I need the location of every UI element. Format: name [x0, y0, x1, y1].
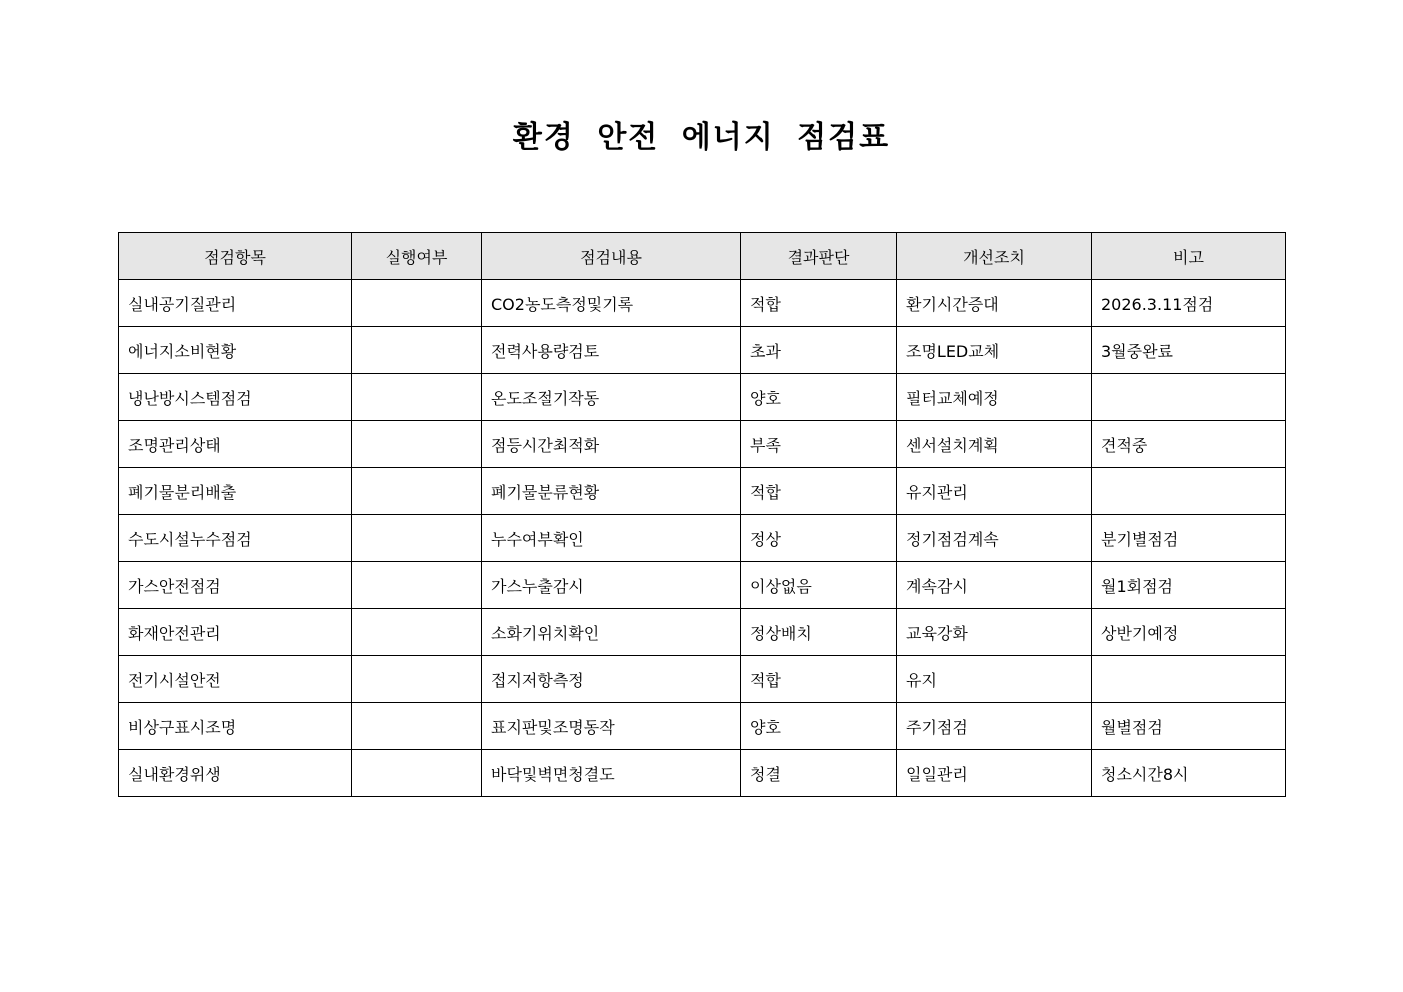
- cell-result: 양호: [741, 703, 897, 750]
- table-row: [119, 468, 1286, 515]
- cell-remarks: [1092, 468, 1286, 515]
- cell-remarks: 견적중: [1092, 421, 1286, 468]
- cell-inspection-content: 가스누출감시: [482, 562, 741, 609]
- cell-remarks: [1092, 656, 1286, 703]
- table-row: [119, 562, 1286, 609]
- cell-improvement-action: 일일관리: [897, 750, 1092, 797]
- cell-inspection-item: 전기시설안전: [119, 656, 352, 703]
- cell-inspection-content: CO2농도측정및기록: [482, 280, 741, 327]
- table-header-row: [119, 233, 1286, 280]
- cell-execution-status: [352, 750, 482, 797]
- cell-execution-status: [352, 280, 482, 327]
- table-row: [119, 656, 1286, 703]
- cell-inspection-item: 냉난방시스템점검: [119, 374, 352, 421]
- cell-remarks: 청소시간8시: [1092, 750, 1286, 797]
- cell-execution-status: [352, 562, 482, 609]
- cell-execution-status: [352, 421, 482, 468]
- cell-execution-status: [352, 374, 482, 421]
- cell-remarks: 분기별점검: [1092, 515, 1286, 562]
- cell-remarks: 상반기예정: [1092, 609, 1286, 656]
- cell-result: 양호: [741, 374, 897, 421]
- table-row: [119, 374, 1286, 421]
- cell-inspection-content: 접지저항측정: [482, 656, 741, 703]
- cell-improvement-action: 교육강화: [897, 609, 1092, 656]
- cell-execution-status: [352, 703, 482, 750]
- cell-improvement-action: 주기점검: [897, 703, 1092, 750]
- cell-improvement-action: 유지: [897, 656, 1092, 703]
- cell-result: 부족: [741, 421, 897, 468]
- table-row: [119, 703, 1286, 750]
- table-row: [119, 421, 1286, 468]
- cell-execution-status: [352, 656, 482, 703]
- cell-improvement-action: 계속감시: [897, 562, 1092, 609]
- cell-improvement-action: 필터교체예정: [897, 374, 1092, 421]
- cell-execution-status: [352, 327, 482, 374]
- header-execution-status: 실행여부: [352, 233, 482, 280]
- cell-remarks: 2026.3.11점검: [1092, 280, 1286, 327]
- cell-result: 정상배치: [741, 609, 897, 656]
- cell-result: 적합: [741, 656, 897, 703]
- table-row: [119, 750, 1286, 797]
- table-row: [119, 327, 1286, 374]
- cell-inspection-content: 누수여부확인: [482, 515, 741, 562]
- cell-inspection-content: 점등시간최적화: [482, 421, 741, 468]
- cell-improvement-action: 유지관리: [897, 468, 1092, 515]
- cell-remarks: [1092, 374, 1286, 421]
- cell-inspection-item: 가스안전점검: [119, 562, 352, 609]
- cell-inspection-content: 표지판및조명동작: [482, 703, 741, 750]
- table-row: [119, 515, 1286, 562]
- cell-result: 청결: [741, 750, 897, 797]
- cell-execution-status: [352, 609, 482, 656]
- header-inspection-item: 점검항목: [119, 233, 352, 280]
- cell-inspection-item: 화재안전관리: [119, 609, 352, 656]
- cell-remarks: 3월중완료: [1092, 327, 1286, 374]
- cell-inspection-item: 수도시설누수점검: [119, 515, 352, 562]
- cell-inspection-item: 폐기물분리배출: [119, 468, 352, 515]
- cell-result: 적합: [741, 468, 897, 515]
- cell-remarks: 월별점검: [1092, 703, 1286, 750]
- cell-result: 정상: [741, 515, 897, 562]
- cell-execution-status: [352, 468, 482, 515]
- cell-result: 초과: [741, 327, 897, 374]
- header-improvement-action: 개선조치: [897, 233, 1092, 280]
- cell-result: 적합: [741, 280, 897, 327]
- cell-result: 이상없음: [741, 562, 897, 609]
- cell-inspection-item: 조명관리상태: [119, 421, 352, 468]
- cell-remarks: 월1회점검: [1092, 562, 1286, 609]
- cell-inspection-item: 실내환경위생: [119, 750, 352, 797]
- table-row: [119, 280, 1286, 327]
- header-remarks: 비고: [1092, 233, 1286, 280]
- cell-improvement-action: 센서설치계획: [897, 421, 1092, 468]
- cell-improvement-action: 조명LED교체: [897, 327, 1092, 374]
- cell-inspection-content: 온도조절기작동: [482, 374, 741, 421]
- cell-inspection-content: 전력사용량검토: [482, 327, 741, 374]
- inspection-table: [118, 232, 1286, 797]
- page-title: 환경 안전 에너지 점검표: [512, 120, 891, 155]
- table-row: [119, 609, 1286, 656]
- cell-inspection-content: 바닥및벽면청결도: [482, 750, 741, 797]
- header-inspection-content: 점검내용: [482, 233, 741, 280]
- cell-inspection-item: 에너지소비현황: [119, 327, 352, 374]
- cell-inspection-item: 실내공기질관리: [119, 280, 352, 327]
- cell-inspection-content: 폐기물분류현황: [482, 468, 741, 515]
- cell-execution-status: [352, 515, 482, 562]
- header-result: 결과판단: [741, 233, 897, 280]
- cell-improvement-action: 환기시간증대: [897, 280, 1092, 327]
- cell-improvement-action: 정기점검계속: [897, 515, 1092, 562]
- cell-inspection-content: 소화기위치확인: [482, 609, 741, 656]
- cell-inspection-item: 비상구표시조명: [119, 703, 352, 750]
